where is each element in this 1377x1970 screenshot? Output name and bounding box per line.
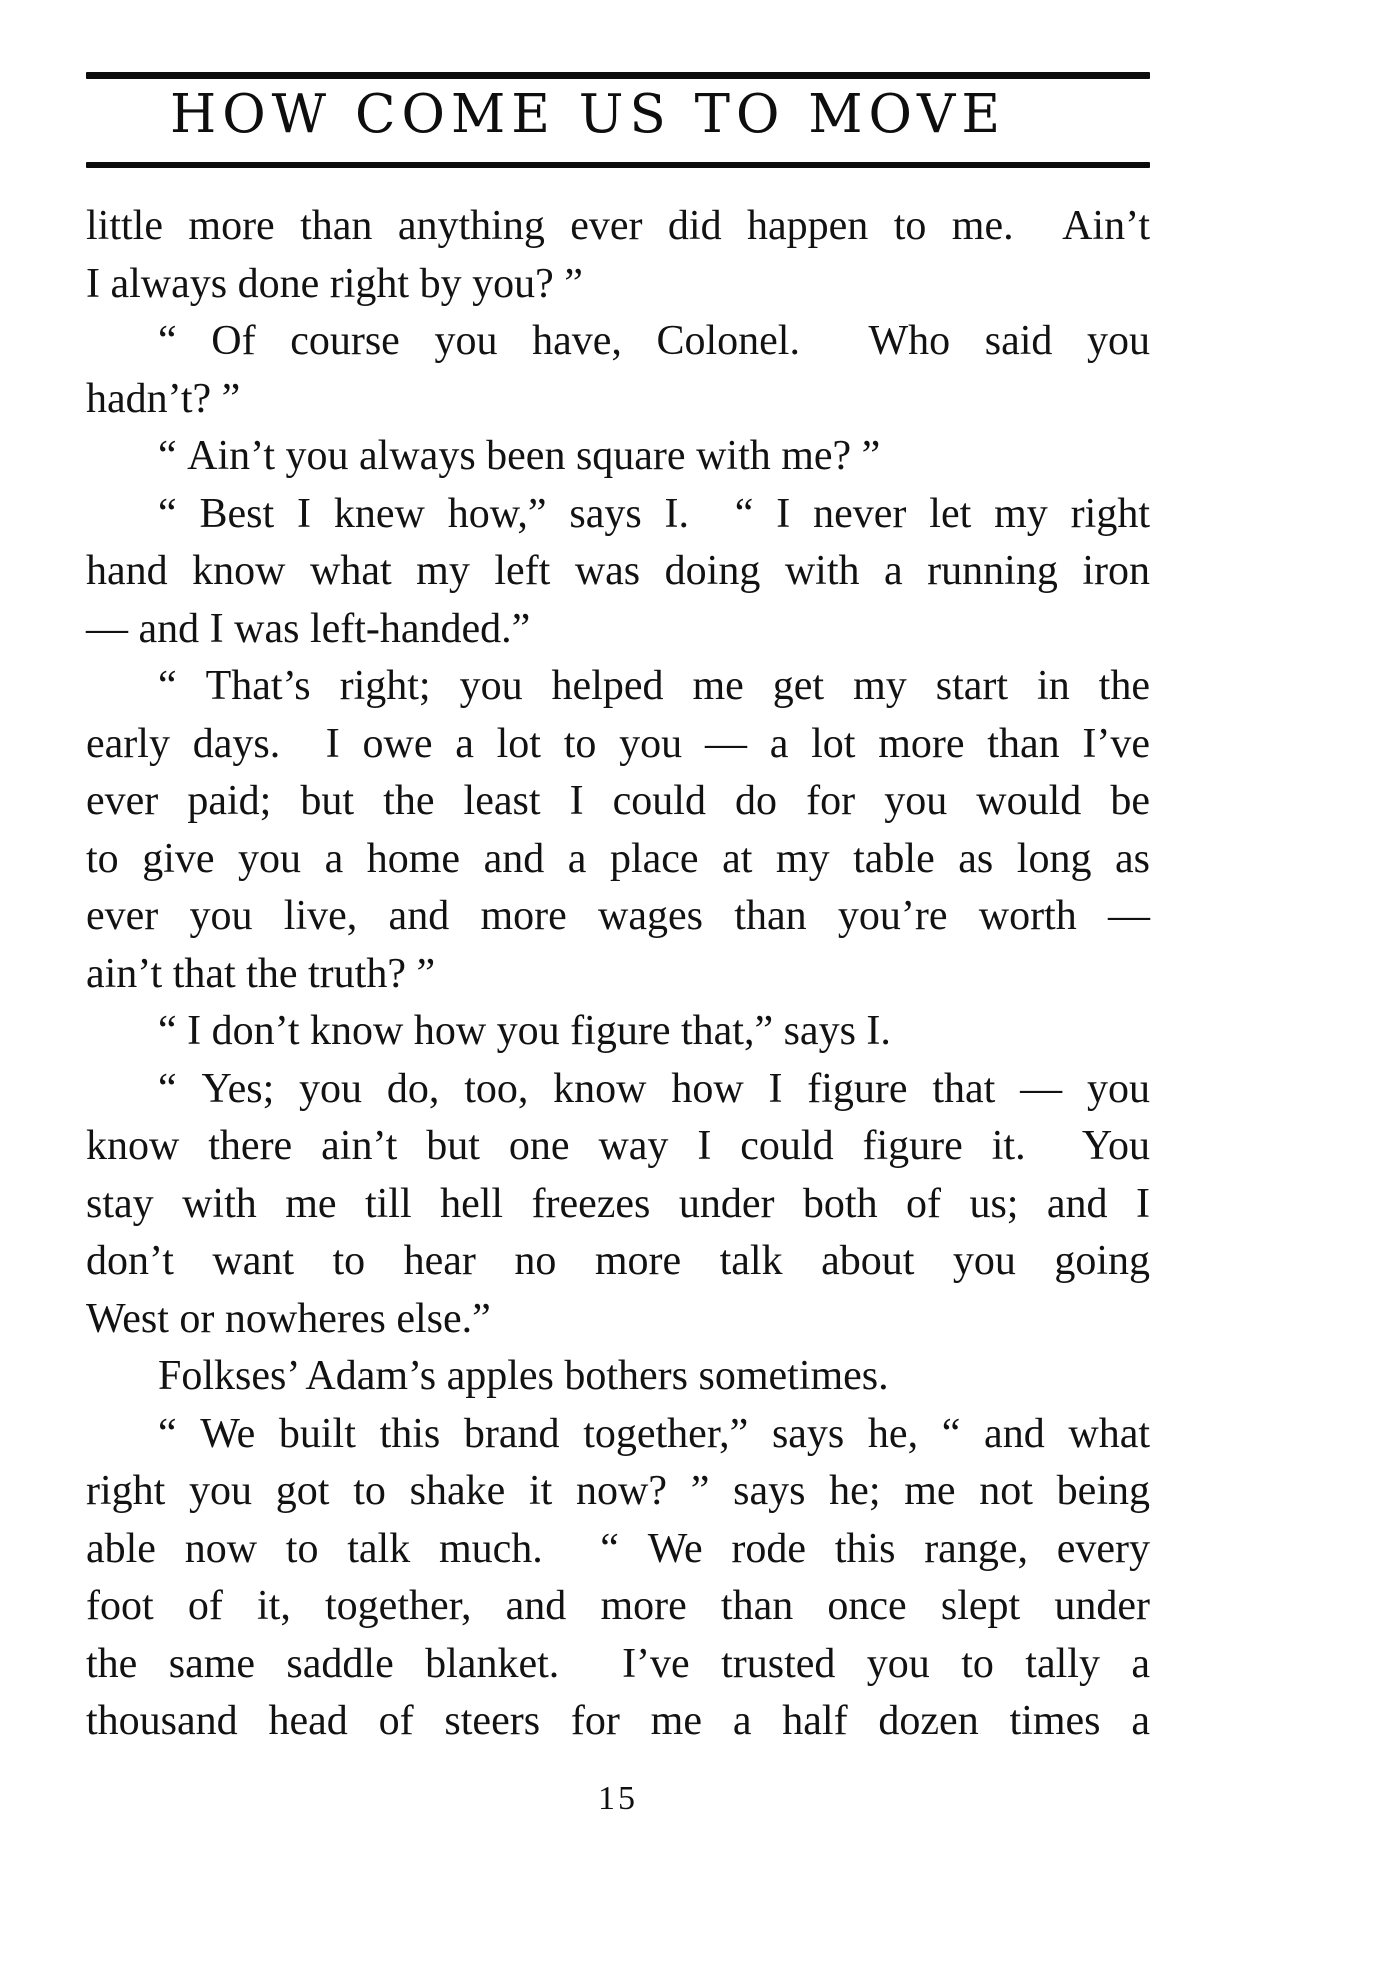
text-line: ain’t that the truth? ”: [86, 950, 436, 997]
text-line: little more than anything ever did happen to me. Ain’t: [86, 203, 1150, 249]
text-line: right you got to shake it now? ” says he; me not being: [86, 1468, 1150, 1514]
text-line: early days. I owe a lot to you — a lot more than I’ve: [86, 720, 1150, 767]
body-text: [86, 198, 1150, 1751]
header-rule-bottom: [86, 162, 1150, 168]
text-line: know there ain’t but one way I could figure it. You: [86, 1123, 1150, 1169]
text-line: ever you live, and more wages than you’re worth —: [86, 893, 1150, 939]
page-number: 15: [598, 1780, 638, 1817]
text-line: hadn’t? ”: [86, 375, 241, 422]
text-line: “ Of course you have, Colonel. Who said you: [158, 318, 1150, 364]
text-line: “ Yes; you do, too, know how I figure that — you: [158, 1065, 1150, 1112]
text-line: don’t want to hear no more talk about you going: [86, 1238, 1150, 1284]
text-line: thousand head of steers for me a half dozen times a: [86, 1698, 1150, 1744]
text-line: able now to talk much. “ We rode this range, every: [86, 1525, 1150, 1572]
text-line: hand know what my left was doing with a running iron: [86, 548, 1150, 594]
text-line: “ Ain’t you always been square with me? ”: [158, 433, 881, 479]
text-line: “ We built this brand together,” says he, “ and what: [158, 1410, 1150, 1457]
text-line: I always done right by you? ”: [86, 260, 583, 307]
text-line: stay with me till hell freezes under both of us; and I: [86, 1180, 1150, 1227]
text-line: “ Best I knew how,” says I. “ I never let my right: [158, 490, 1150, 537]
text-line: — and I was left-handed.”: [86, 605, 531, 652]
page-header-title: HOW COME US TO MOVE: [169, 84, 1007, 145]
text-line: Folkses’ Adam’s apples bothers sometimes.: [158, 1353, 889, 1399]
text-line: “ I don’t know how you figure that,” says I.: [158, 1008, 891, 1054]
text-line: foot of it, together, and more than once slept under: [86, 1583, 1150, 1629]
text-line: to give you a home and a place at my table as long as: [86, 835, 1150, 882]
header-rule-top: [86, 72, 1150, 79]
text-line: ever paid; but the least I could do for you would be: [86, 778, 1150, 824]
text-line: West or nowheres else.”: [86, 1295, 491, 1342]
text-line: “ That’s right; you helped me get my start in the: [158, 663, 1150, 709]
text-line: the same saddle blanket. I’ve trusted you to tally a: [86, 1640, 1150, 1687]
